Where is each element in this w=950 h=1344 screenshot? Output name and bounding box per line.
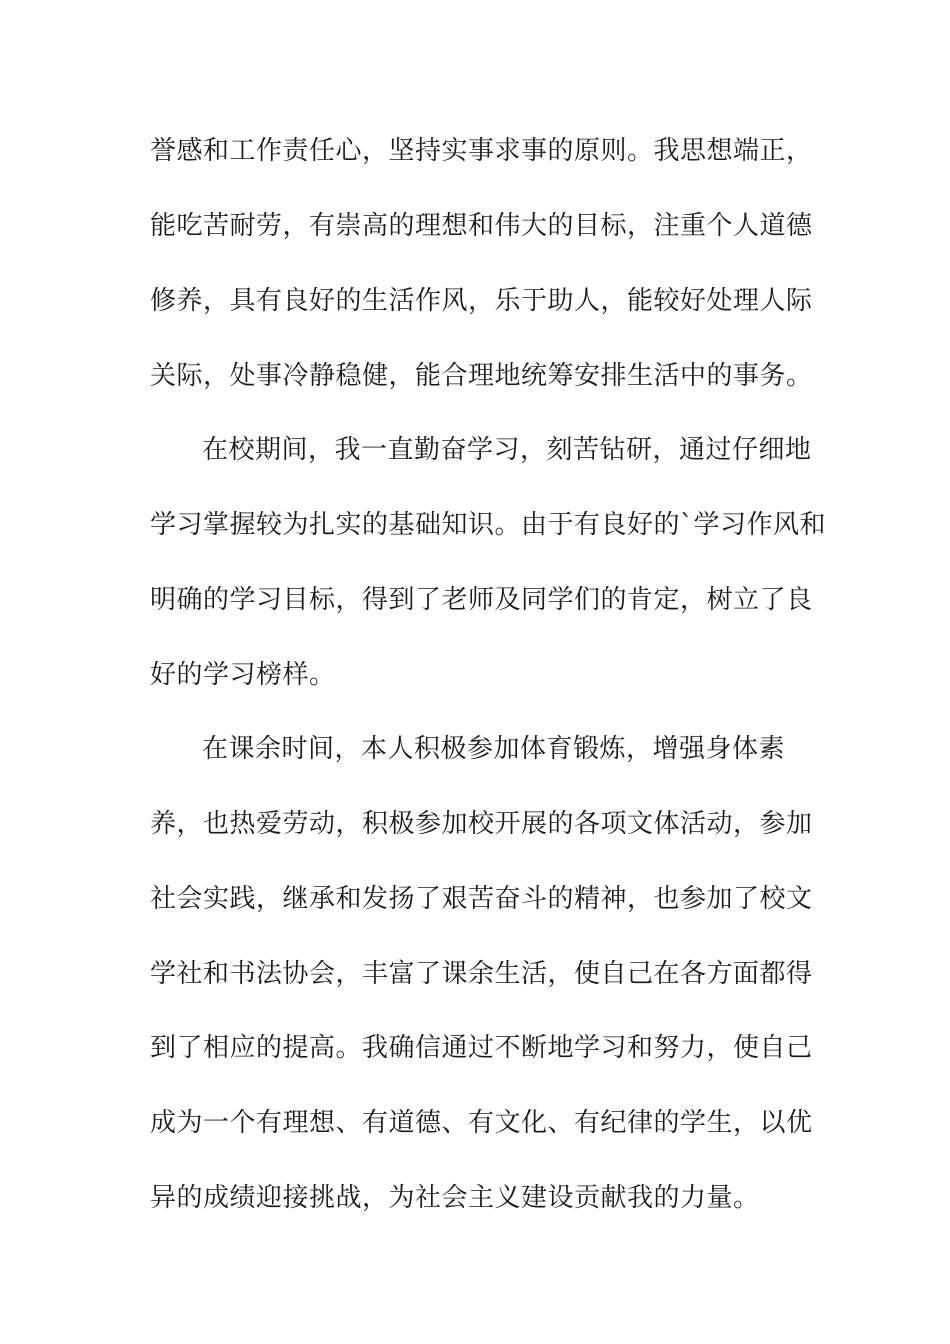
text-line: 明确的学习目标，得到了老师及同学们的肯定，树立了良 [150,585,813,615]
text-line: 学社和书法协会，丰富了课余生活，使自己在各方面都得 [150,959,813,989]
text-line: 成为一个有理想、有道德、有文化、有纪律的学生，以优 [150,1108,813,1138]
text-line: 学习掌握较为扎实的基础知识。由于有良好的`学习作风和 [150,510,827,540]
text-line: 社会实践，继承和发扬了艰苦奋斗的精神，也参加了校文 [150,884,813,914]
text-line: 异的成绩迎接挑战，为社会主义建设贡献我的力量。 [150,1183,760,1213]
text-line: 誉感和工作责任心，坚持实事求事的原则。我思想端正， [150,136,813,166]
text-line: 养，也热爱劳动，积极参加校开展的各项文体活动，参加 [150,809,813,839]
paragraph-start-line: 在校期间，我一直勤奋学习，刻苦钻研，通过仔细地 [202,435,812,465]
text-line: 到了相应的提高。我确信通过不断地学习和努力，使自己 [150,1033,813,1063]
text-line: 修养，具有良好的生活作风，乐于助人，能较好处理人际 [150,286,813,316]
text-line: 关际，处事冷静稳健，能合理地统筹安排生活中的事务。 [150,361,813,391]
paragraph-start-line: 在课余时间，本人积极参加体育锻炼，增强身体素 [202,734,786,764]
text-line: 能吃苦耐劳，有崇高的理想和伟大的目标，注重个人道德 [150,211,813,241]
text-line: 好的学习榜样。 [150,660,336,690]
